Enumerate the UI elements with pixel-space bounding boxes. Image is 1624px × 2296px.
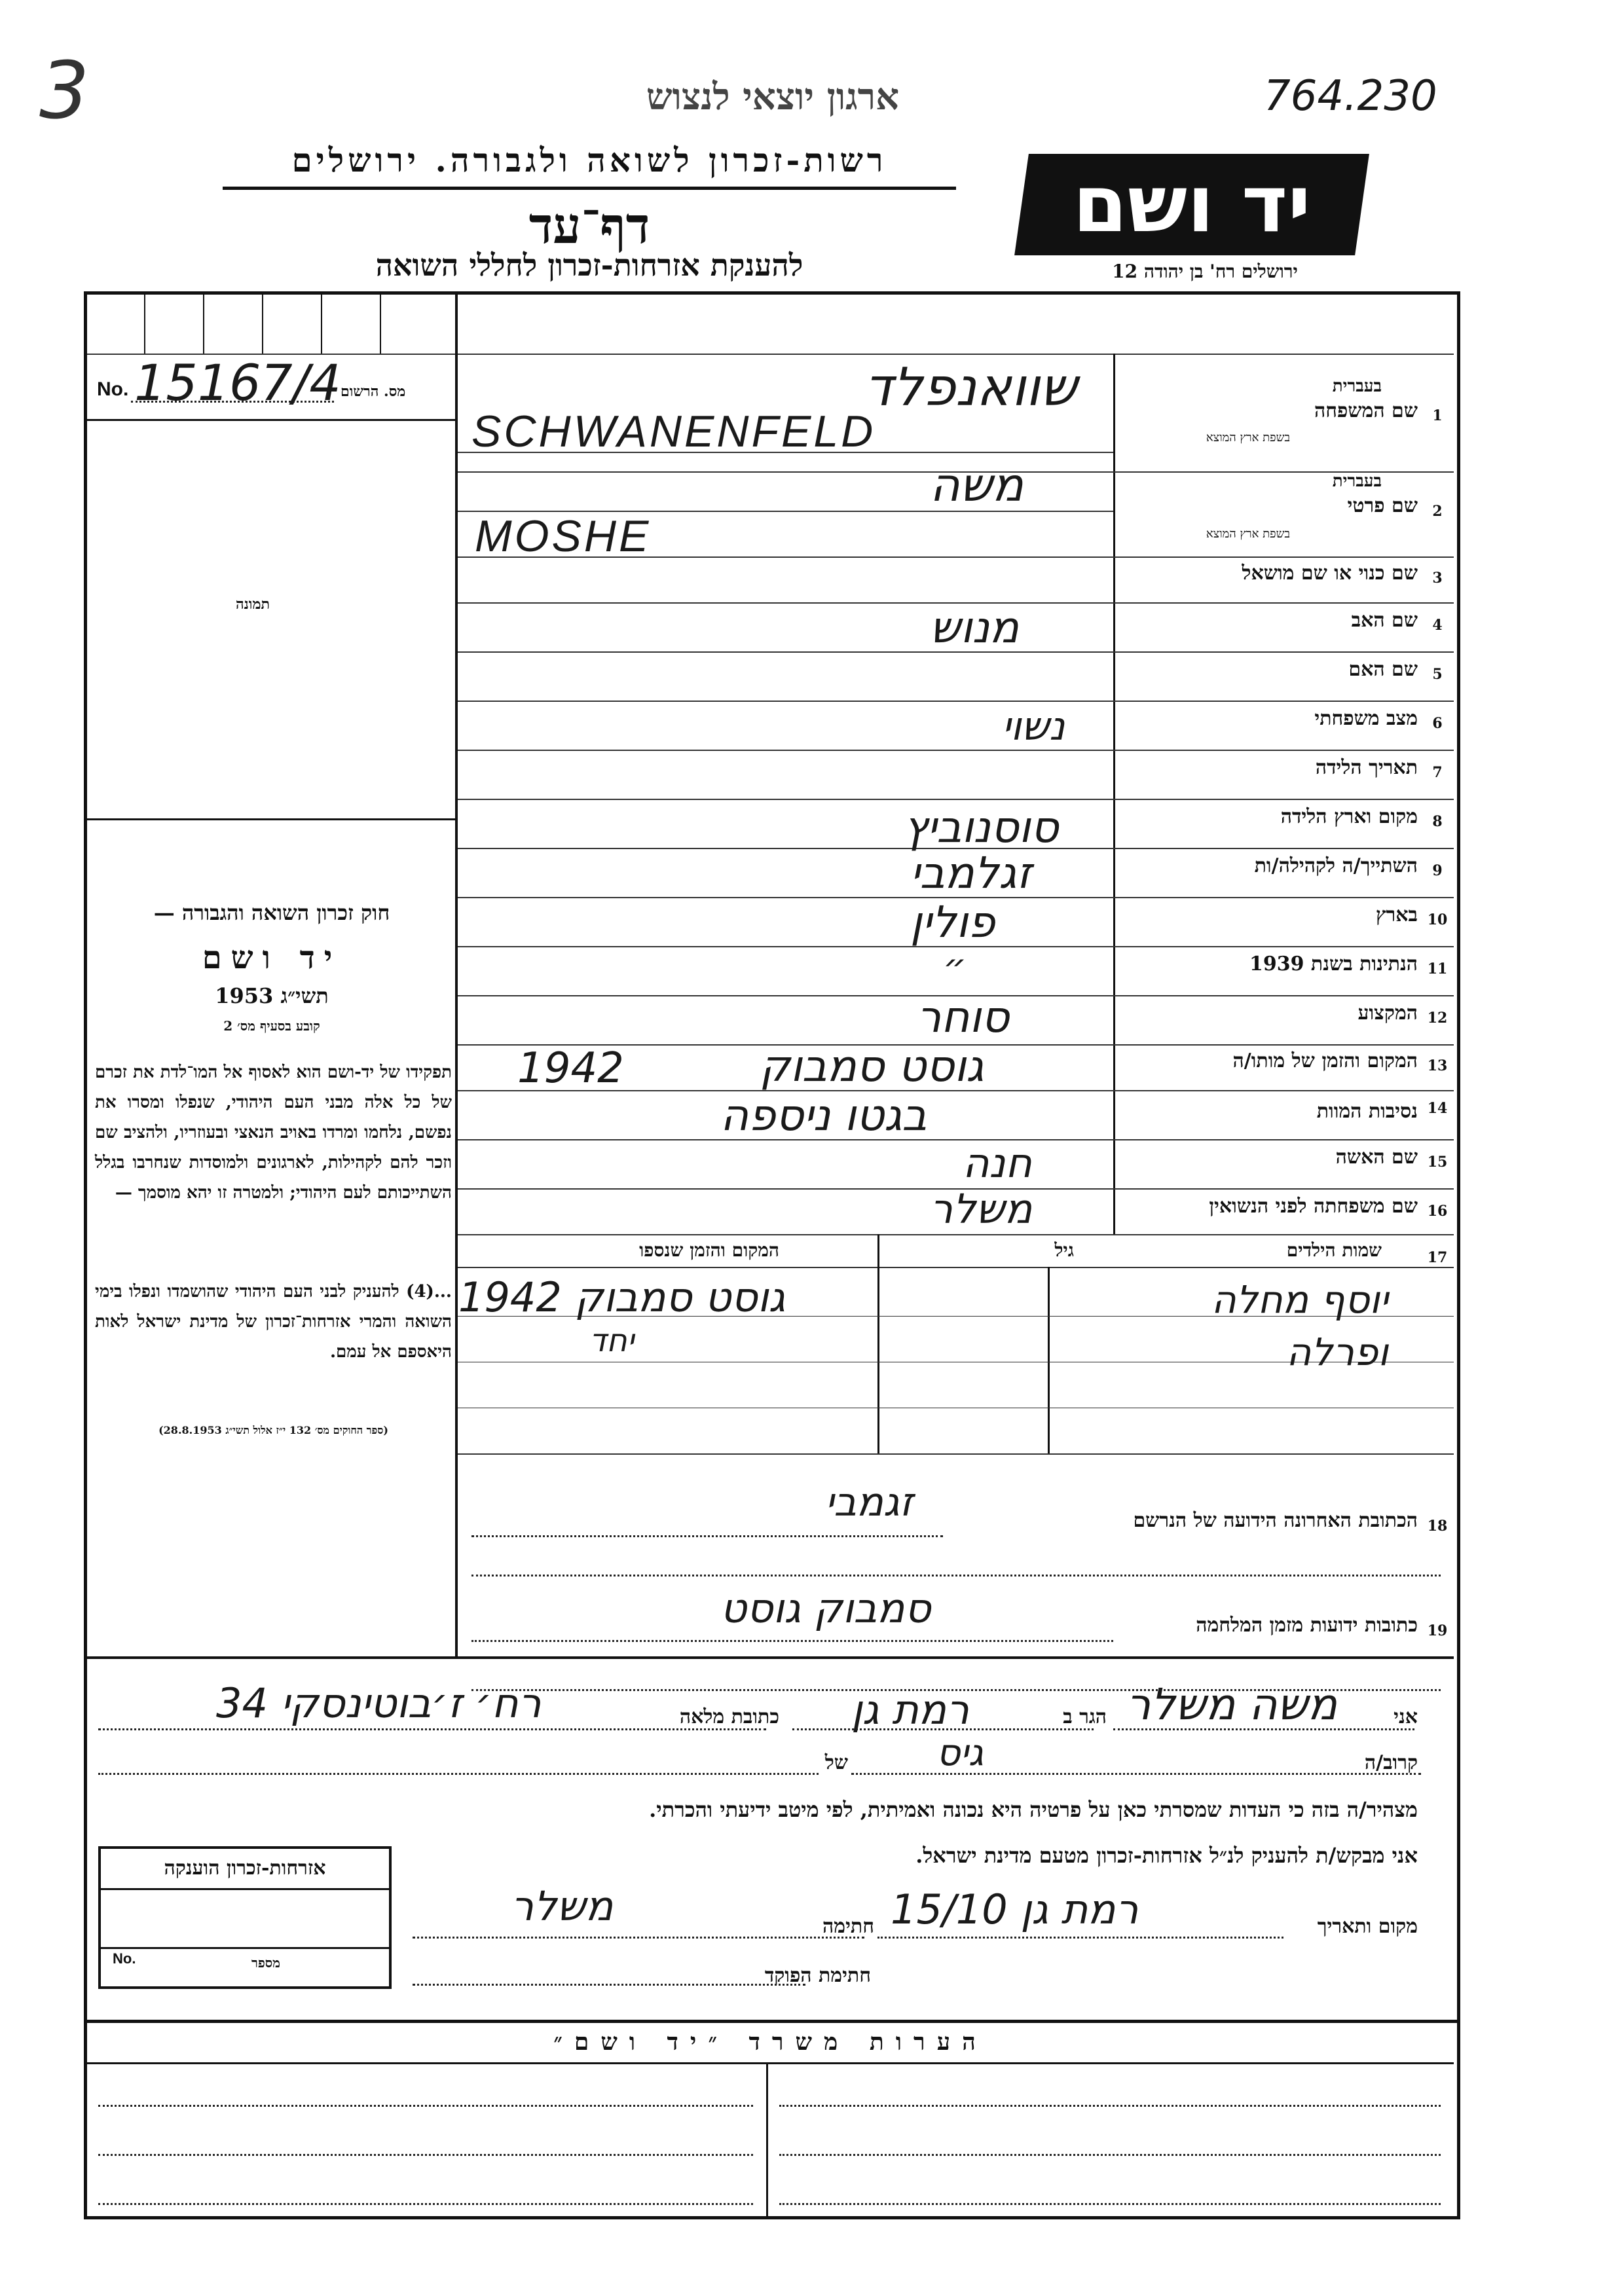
field-10-number: 10 <box>1427 911 1448 928</box>
field-19-value[interactable]: סמבוק גוסט <box>720 1584 931 1632</box>
field-11-label: הנתינות בשנת 1939 <box>1249 953 1418 975</box>
field-2-label: שם פרטי <box>1347 494 1418 517</box>
decl-place-date: מקום ותאריך <box>1317 1915 1418 1938</box>
law-source: (ספר החוקים מס׳ 132 י״ז אלול תשי״ג 28.8.1953) <box>158 1424 388 1436</box>
field-14-value[interactable]: בגטו ניספה <box>720 1090 927 1140</box>
field-6-value[interactable]: נשוי <box>1002 704 1065 750</box>
field-13-number: 13 <box>1427 1057 1448 1074</box>
decl-signature-value[interactable]: משלר <box>511 1882 614 1930</box>
field-10-value[interactable]: פולין <box>910 897 995 947</box>
field-2-sub-hebrew: בעברית <box>1332 471 1382 491</box>
field-18-number: 18 <box>1427 1518 1448 1535</box>
decl-full-address: כתובת מלאה <box>679 1705 779 1728</box>
field-6-number: 6 <box>1432 715 1443 732</box>
page-title: דף־עד <box>528 196 650 255</box>
field-10-label: בארץ <box>1375 903 1418 926</box>
field-6-label: מצב משפחתי <box>1314 707 1418 730</box>
field-4-number: 4 <box>1432 617 1443 634</box>
field-1-sub-hebrew: בעברית <box>1332 376 1382 396</box>
decl-statement: מצהיר/ה בזה כי העדות שמסרתי כאן על פרטיה היא נכונה ואמיתית, לפי מיטב ידיעתי והכרתי. <box>649 1797 1418 1822</box>
field-12-value[interactable]: סוחר <box>917 992 1010 1042</box>
field-13-label: המקום והזמן של מותו/ה <box>1232 1049 1418 1072</box>
decl-address-value[interactable]: רח׳ ז׳בוטינסקי 34 <box>216 1679 542 1727</box>
field-2-number: 2 <box>1432 503 1443 520</box>
field-7-label: תאריך הלידה <box>1315 756 1418 779</box>
children-place-together[interactable]: יחד <box>589 1322 635 1359</box>
field-16-value[interactable]: משלר <box>930 1185 1033 1233</box>
law-name: יד ושם <box>202 939 342 976</box>
registration-number: 15167/4 <box>134 354 341 412</box>
decl-relative: קרוב/ה <box>1364 1751 1418 1774</box>
stamp-mark: 3 <box>39 46 90 137</box>
law-title: חוק זכרון השואה והגבורה — <box>153 900 390 925</box>
field-8-number: 8 <box>1432 813 1443 830</box>
field-11-value[interactable]: ״ <box>943 946 967 989</box>
field-8-label: מקום וארץ הלידה <box>1280 805 1418 828</box>
field-12-label: המקצוע <box>1357 1002 1418 1025</box>
field-14-label: נסיבות המוות <box>1316 1100 1418 1123</box>
field-15-number: 15 <box>1427 1154 1448 1171</box>
field-16-number: 16 <box>1427 1203 1448 1220</box>
decl-gar-b: הגר ב <box>1063 1705 1107 1728</box>
authority-line: רשות-זכרון לשואה ולגבורה. ירושלים <box>291 141 887 179</box>
field-9-value[interactable]: זגלמבי <box>910 848 1032 898</box>
field-18-label: הכתובת האחרונה הידועה של הנרשם <box>1133 1509 1418 1532</box>
children-col-names: שמות הילדים <box>1286 1239 1382 1261</box>
decl-officer: חתימת הפוקד <box>764 1964 871 1987</box>
citizenship-number-label: מספר <box>251 1955 280 1971</box>
children-names[interactable]: יוסף מחלה ופרלה <box>1211 1277 1388 1374</box>
photo-label: תמונה <box>236 596 270 613</box>
field-5-label: שם האם <box>1348 658 1418 681</box>
field-2-value-hebrew[interactable]: משה <box>930 458 1024 512</box>
field-13-value-year[interactable]: 1942 <box>517 1044 624 1093</box>
field-13-value-place[interactable]: גוסט סמבוק <box>760 1041 984 1091</box>
yad-vashem-logo <box>1014 154 1369 255</box>
field-7-number: 7 <box>1432 764 1443 781</box>
decl-ani: אני <box>1393 1705 1418 1728</box>
children-col-place: המקום והזמן שנספו <box>639 1239 779 1261</box>
field-12-number: 12 <box>1427 1010 1448 1027</box>
citizenship-title: אזרחות-זכרון הוענקה <box>164 1857 326 1880</box>
field-16-label: שם משפחתה לפני הנשואין <box>1209 1195 1418 1218</box>
field-2-value-latin[interactable]: MOSHE <box>475 511 652 561</box>
field-15-value[interactable]: חנה <box>963 1139 1032 1187</box>
law-paragraph-1: תפקידו של יד-ושם הוא לאסוף אל המו־לדת את זכרם של כל אלה מבני העם היהודי, שנפלו ומסרו את נפשם, נלחמו ומרדו באויב הנאצי ובעוזריו, ולהציב שם וזכר להם לקהילות, לארגונים ולמוסדות שנחרבו בגלל השתייכותם לעם היהודי; ולמטרה זו יהא מוסמך — <box>95 1063 452 1203</box>
decl-city[interactable]: רמת גן <box>851 1686 970 1734</box>
field-18-value[interactable]: זגמבי <box>825 1480 913 1525</box>
field-2-sub-origin: בשפת ארץ המוצא <box>1206 527 1290 541</box>
decl-request: אני מבקש/ת להעניק לנ״ל אזרחות-זכרון מטעם מדינת ישראל. <box>915 1843 1418 1868</box>
registration-label: מס. הרשום <box>341 383 406 400</box>
logo-text: יד ושם <box>1073 159 1311 250</box>
field-1-sub-origin: בשפת ארץ המוצא <box>1206 431 1290 445</box>
law-paragraph-2: ...(4) להעניק לבני העם היהודי שהושמדו ונפלו בימי השואה והמרי אזרחות־זכרון של מדינת ישראל לאות היאספם אל עמם. <box>95 1282 452 1362</box>
field-17-number: 17 <box>1427 1249 1448 1266</box>
children-place[interactable]: גוסט סמבוק 1942 <box>458 1273 786 1321</box>
law-year: תשי״ג 1953 <box>215 983 329 1008</box>
decl-relative-value[interactable]: גיס <box>936 1732 984 1774</box>
field-9-label: השתייך/ה לקהילה/ות <box>1254 854 1418 877</box>
field-4-label: שם האב <box>1351 609 1418 632</box>
field-4-value[interactable]: מנוש <box>930 602 1019 653</box>
field-19-label: כתובות ידועות מזמן המלחמה <box>1196 1614 1418 1637</box>
page-subtitle: להענקת אזרחות-זכרון לחללי השואה <box>375 247 803 283</box>
field-1-label: שם המשפחה <box>1314 399 1418 422</box>
field-5-number: 5 <box>1432 666 1443 683</box>
field-9-number: 9 <box>1432 862 1443 879</box>
logo-address: ירושלים רח' בן יהודה 12 <box>1112 261 1298 282</box>
org-top-line: ארגון יוצאי לנצוש <box>646 75 900 118</box>
decl-signature: חתימה <box>822 1915 874 1938</box>
remarks-title: הערות משרד ״יד ושם״ <box>553 2028 987 2056</box>
citizenship-box <box>98 1846 392 1989</box>
field-3-label: שם כנוי או שם מושאל <box>1242 562 1418 585</box>
field-11-number: 11 <box>1427 960 1448 977</box>
registration-prefix: No. <box>97 378 129 400</box>
law-clause: קובע בסעיף מס׳ 2 <box>223 1018 320 1034</box>
children-col-age: גיל <box>1054 1239 1074 1261</box>
field-19-number: 19 <box>1427 1622 1448 1639</box>
field-8-value[interactable]: סוסנוביץ <box>904 802 1059 852</box>
field-3-number: 3 <box>1432 570 1443 587</box>
field-14-number: 14 <box>1427 1100 1448 1117</box>
citizenship-number-prefix: No. <box>113 1950 136 1967</box>
corner-number: 764.230 <box>1264 72 1437 120</box>
field-1-value-hebrew[interactable]: שוואנפלד <box>864 357 1077 418</box>
field-15-label: שם האשה <box>1335 1146 1418 1169</box>
decl-place-date-value[interactable]: רמת גן 15/10 <box>891 1886 1139 1933</box>
field-1-value-latin[interactable]: SCHWANENFELD <box>471 407 876 456</box>
field-1-number: 1 <box>1432 407 1443 424</box>
decl-shel: של <box>824 1751 848 1774</box>
decl-declarant[interactable]: משה משלר <box>1126 1679 1338 1730</box>
